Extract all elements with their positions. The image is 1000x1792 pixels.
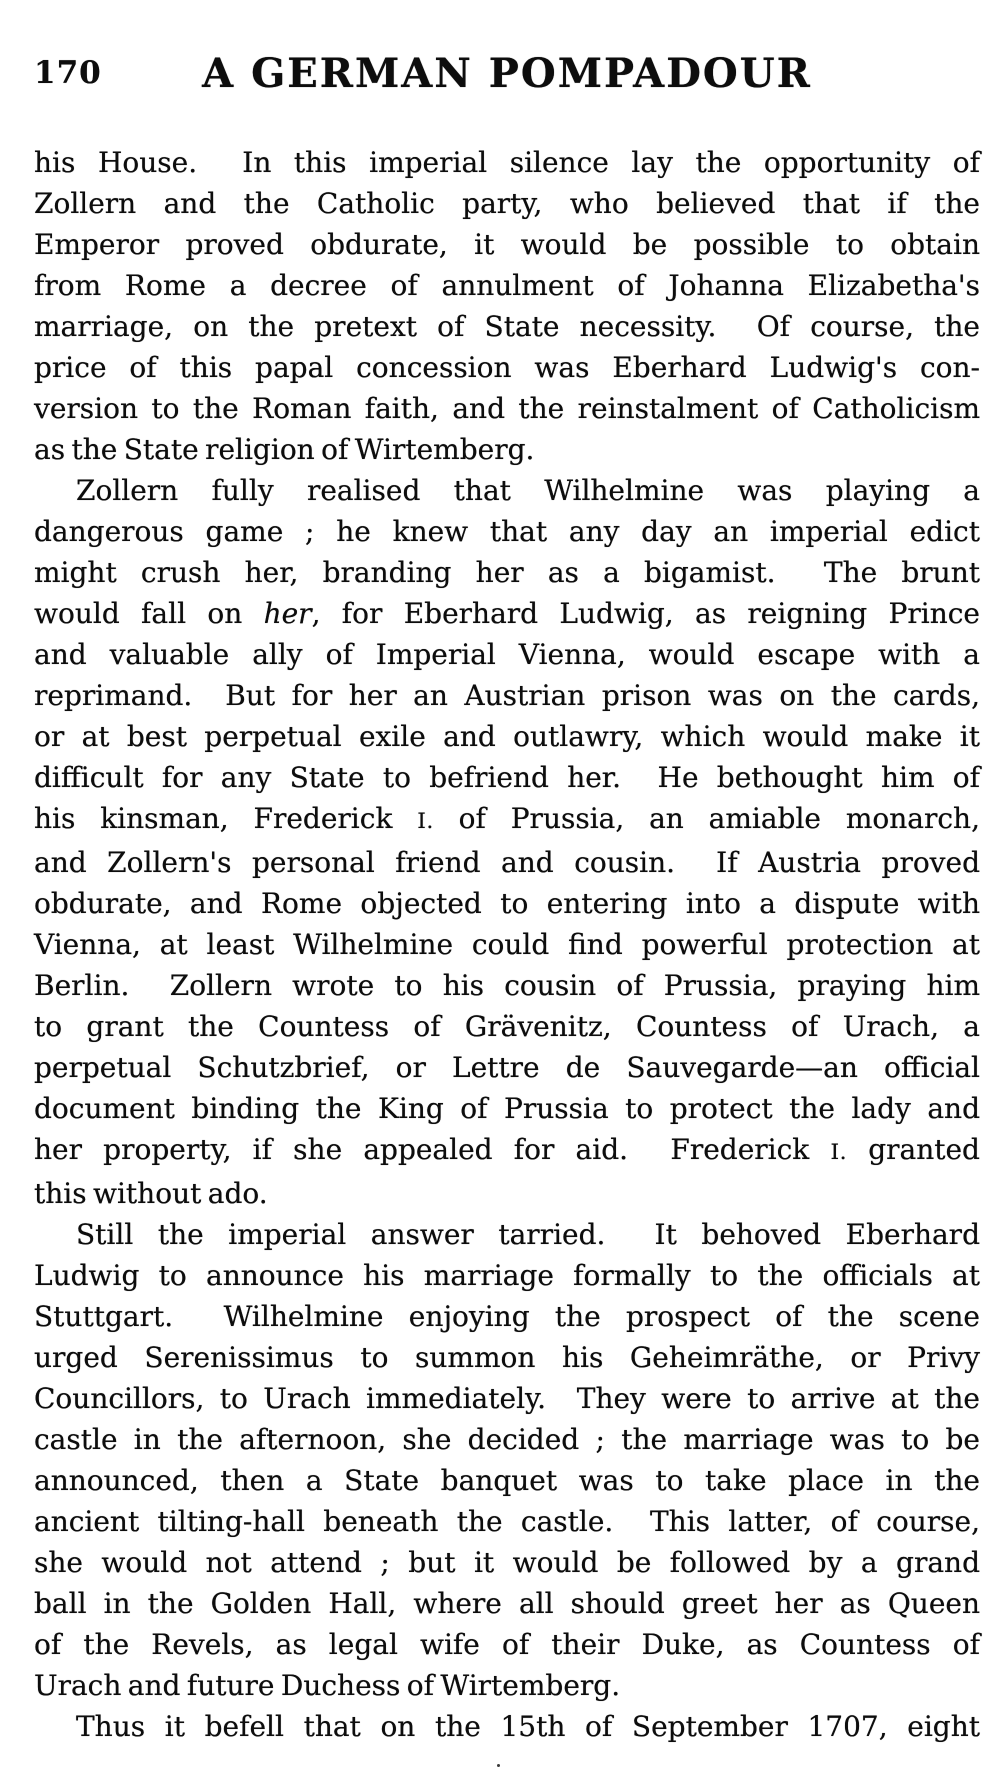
text-line: Thus it befell that on the 15th of September 1707, eight: [76, 1710, 980, 1743]
text-line: Zollern fully realised that Wilhelmine was playing a: [76, 474, 980, 507]
text-line: Vienna, at least Wilhelmine could find powerful protection at: [34, 928, 980, 961]
text-line: dangerous game ; he knew that any day an imperial edict: [34, 515, 980, 548]
text-line: perpetual Schutzbrief, or Lettre de Sauvegarde—an official: [34, 1051, 980, 1084]
text-line: obdurate, and Rome objected to entering into a dispute with: [34, 887, 980, 920]
text-line: from Rome a decree of annulment of Johanna Elizabetha's: [34, 269, 980, 302]
text-line: Emperor proved obdurate, it would be possible to obtain: [34, 228, 980, 261]
text-line: Councillors, to Urach immediately. They were to arrive at the: [34, 1382, 980, 1415]
text-line: Ludwig to announce his marriage formally to the officials at: [34, 1259, 980, 1292]
page-number: 170: [34, 55, 102, 91]
text-line: ball in the Golden Hall, where all should greet her as Queen: [34, 1587, 980, 1620]
text-line: her property, if she appealed for aid. Frederick I. granted: [34, 1133, 980, 1166]
text-line: his kinsman, Frederick I. of Prussia, an amiable monarch,: [34, 802, 980, 835]
text-line: his House. In this imperial silence lay the opportunity of: [34, 146, 980, 179]
text-line: version to the Roman faith, and the reinstalment of Catholicism: [34, 392, 980, 425]
text-line: Still the imperial answer tarried. It behoved Eberhard: [76, 1218, 980, 1251]
text-line: castle in the afternoon, she decided ; the marriage was to be: [34, 1423, 980, 1456]
text-line: or at best perpetual exile and outlawry, which would make it: [34, 720, 980, 753]
text-line: and Zollern's personal friend and cousin. If Austria proved: [34, 846, 980, 879]
text-line: Zollern and the Catholic party, who believed that if the: [34, 187, 980, 220]
text-line: might crush her, branding her as a bigamist. The brunt: [34, 556, 980, 589]
text-line: urged Serenissimus to summon his Geheimräthe, or Privy: [34, 1341, 980, 1374]
text-line: she would not attend ; but it would be followed by a grand: [34, 1546, 980, 1579]
text-line: to grant the Countess of Grävenitz, Countess of Urach, a: [34, 1010, 980, 1043]
text-line: Stuttgart. Wilhelmine enjoying the prospect of the scene: [34, 1300, 980, 1333]
text-line: reprimand. But for her an Austrian prison was on the cards,: [34, 679, 980, 712]
text-line: and valuable ally of Imperial Vienna, would escape with a: [34, 638, 980, 671]
running-title: A GERMAN POMPADOUR: [202, 50, 812, 97]
text-line: would fall on her, for Eberhard Ludwig, as reigning Prince: [34, 597, 980, 630]
text-line: this without ado.: [34, 1177, 268, 1210]
text-line: marriage, on the pretext of State necessity. Of course, the: [34, 310, 980, 343]
text-line: announced, then a State banquet was to take place in the: [34, 1464, 980, 1497]
text-line: price of this papal concession was Eberhard Ludwig's con-: [34, 351, 980, 384]
text-block: [34, 142, 980, 1747]
text-line: document binding the King of Prussia to protect the lady and: [34, 1092, 980, 1125]
text-line: ancient tilting-hall beneath the castle. This latter, of course,: [34, 1505, 980, 1538]
text-line: Berlin. Zollern wrote to his cousin of Prussia, praying him: [34, 969, 980, 1002]
text-line: difficult for any State to befriend her. He bethought him of: [34, 761, 980, 794]
text-line: as the State religion of Wirtemberg.: [34, 433, 535, 466]
page-header: [34, 52, 980, 100]
text-line: of the Revels, as legal wife of their Duke, as Countess of: [34, 1628, 980, 1661]
scan-speck: [497, 1764, 500, 1767]
text-line: Urach and future Duchess of Wirtemberg.: [34, 1669, 621, 1702]
